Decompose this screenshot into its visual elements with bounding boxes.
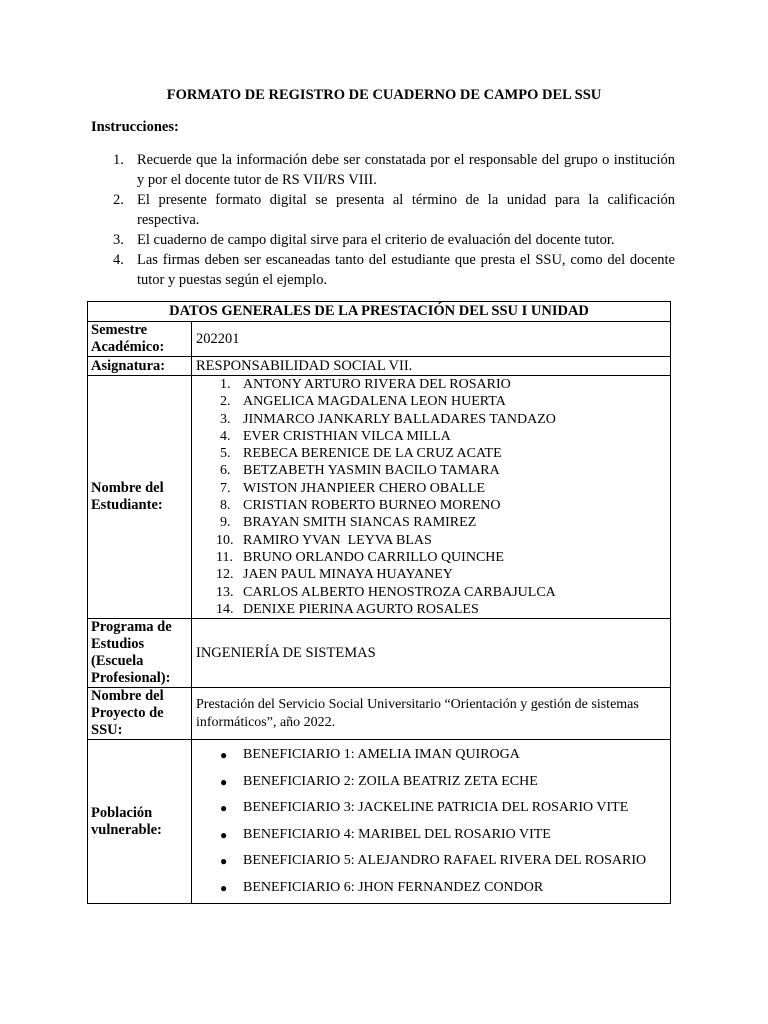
general-data-table <box>87 301 671 904</box>
instruction-number: 2. <box>113 192 124 208</box>
proyecto-value: Prestación del Servicio Social Universitario “Orientación y gestión de sistemas informáticos”, año 2022. <box>192 688 671 740</box>
instruction-item <box>91 190 675 230</box>
student-name: BRAYAN SMITH SIANCAS RAMIREZ <box>243 515 477 531</box>
proyecto-label: Nombre del Proyecto de SSU: <box>88 688 192 740</box>
student-number: 10. <box>216 532 234 548</box>
student-number: 12. <box>216 567 234 583</box>
student-item <box>196 566 666 583</box>
bullet-icon: ● <box>220 880 228 895</box>
student-name: JINMARCO JANKARLY BALLADARES TANDAZO <box>243 411 556 427</box>
instruction-text: Las firmas deben ser escaneadas tanto del estudiante que presta el SSU, como del docente tutor y puestas según el ejemplo. <box>137 252 675 288</box>
beneficiary-item <box>196 822 666 849</box>
beneficiary-text: BENEFICIARIO 2: ZOILA BEATRIZ ZETA ECHE <box>243 773 538 789</box>
bullet-icon: ● <box>220 801 228 816</box>
instruction-text: El cuaderno de campo digital sirve para el criterio de evaluación del docente tutor. <box>137 232 615 248</box>
student-number: 3. <box>220 411 231 427</box>
instructions-heading: Instrucciones: <box>91 119 179 135</box>
table-header: DATOS GENERALES DE LA PRESTACIÓN DEL SSU I UNIDAD <box>88 302 671 322</box>
bullet-icon: ● <box>220 854 228 869</box>
student-item <box>196 411 666 428</box>
bullet-icon: ● <box>220 774 228 789</box>
student-name: EVER CRISTHIAN VILCA MILLA <box>243 428 451 444</box>
beneficiary-item <box>196 848 666 875</box>
beneficiaries-cell <box>192 740 671 904</box>
asignatura-label: Asignatura: <box>88 357 192 376</box>
instructions-list <box>91 150 675 290</box>
student-number: 11. <box>216 549 233 565</box>
instruction-text: Recuerde que la información debe ser constatada por el responsable del grupo o institución y por el docente tutor de RS VII/RS VIII. <box>137 152 675 188</box>
student-item <box>196 428 666 445</box>
beneficiary-item <box>196 769 666 796</box>
students-cell <box>192 376 671 619</box>
beneficiary-text: BENEFICIARIO 3: JACKELINE PATRICIA DEL ROSARIO VITE <box>243 800 629 816</box>
document-title: FORMATO DE REGISTRO DE CUADERNO DE CAMPO DEL SSU <box>166 87 602 103</box>
student-name: JAEN PAUL MINAYA HUAYANEY <box>243 567 453 583</box>
student-item <box>196 601 666 618</box>
beneficiaries-list <box>196 740 666 903</box>
student-name: RAMIRO YVAN LEYVA BLAS <box>243 532 432 548</box>
beneficiary-text: BENEFICIARIO 5: ALEJANDRO RAFAEL RIVERA DEL ROSARIO <box>243 853 647 869</box>
beneficiary-item <box>196 795 666 822</box>
student-item <box>196 497 666 514</box>
student-number: 9. <box>220 515 231 531</box>
instruction-number: 4. <box>113 252 124 268</box>
student-number: 7. <box>220 480 231 496</box>
student-name: ANTONY ARTURO RIVERA DEL ROSARIO <box>243 377 511 392</box>
instruction-item <box>91 250 675 290</box>
student-number: 1. <box>220 377 231 392</box>
semestre-label: Semestre Académico: <box>88 322 192 357</box>
student-name: CRISTIAN ROBERTO BURNEO MORENO <box>243 498 501 514</box>
student-item <box>196 549 666 566</box>
student-name: ANGELICA MAGDALENA LEON HUERTA <box>243 394 506 410</box>
student-item <box>196 376 666 393</box>
bullet-icon: ● <box>220 748 228 763</box>
asignatura-value: RESPONSABILIDAD SOCIAL VII. <box>192 357 671 376</box>
instruction-number: 1. <box>113 152 124 168</box>
beneficiary-text: BENEFICIARIO 4: MARIBEL DEL ROSARIO VITE <box>243 826 551 842</box>
student-item <box>196 584 666 601</box>
poblacion-label: Población vulnerable: <box>88 740 192 904</box>
student-number: 5. <box>220 446 231 462</box>
student-item <box>196 514 666 531</box>
semestre-value: 202201 <box>192 322 671 357</box>
instruction-item <box>91 150 675 190</box>
instruction-text: El presente formato digital se presenta al término de la unidad para la calificación respectiva. <box>137 192 675 228</box>
estudiante-label: Nombre del Estudiante: <box>88 376 192 619</box>
student-name: CARLOS ALBERTO HENOSTROZA CARBAJULCA <box>243 584 556 600</box>
programa-label: Programa de Estudios (Escuela Profesional): <box>88 619 192 688</box>
programa-value: INGENIERÍA DE SISTEMAS <box>192 619 671 688</box>
student-number: 4. <box>220 428 231 444</box>
student-number: 8. <box>220 498 231 514</box>
student-item <box>196 532 666 549</box>
student-number: 6. <box>220 463 231 479</box>
student-name: REBECA BERENICE DE LA CRUZ ACATE <box>243 446 502 462</box>
student-number: 2. <box>220 394 231 410</box>
student-item <box>196 462 666 479</box>
student-item <box>196 445 666 462</box>
student-item <box>196 480 666 497</box>
student-name: BETZABETH YASMIN BACILO TAMARA <box>243 463 500 479</box>
student-name: WISTON JHANPIEER CHERO OBALLE <box>243 480 486 496</box>
students-list <box>196 376 666 618</box>
beneficiary-text: BENEFICIARIO 6: JHON FERNANDEZ CONDOR <box>243 879 544 895</box>
beneficiary-item <box>196 742 666 769</box>
student-name: DENIXE PIERINA AGURTO ROSALES <box>243 601 479 617</box>
student-number: 14. <box>216 601 234 617</box>
beneficiary-item <box>196 875 666 902</box>
bullet-icon: ● <box>220 827 228 842</box>
student-item <box>196 393 666 410</box>
student-name: BRUNO ORLANDO CARRILLO QUINCHE <box>243 549 504 565</box>
instruction-item <box>91 230 675 250</box>
beneficiary-text: BENEFICIARIO 1: AMELIA IMAN QUIROGA <box>243 747 520 763</box>
student-number: 13. <box>216 584 234 600</box>
instruction-number: 3. <box>113 232 124 248</box>
